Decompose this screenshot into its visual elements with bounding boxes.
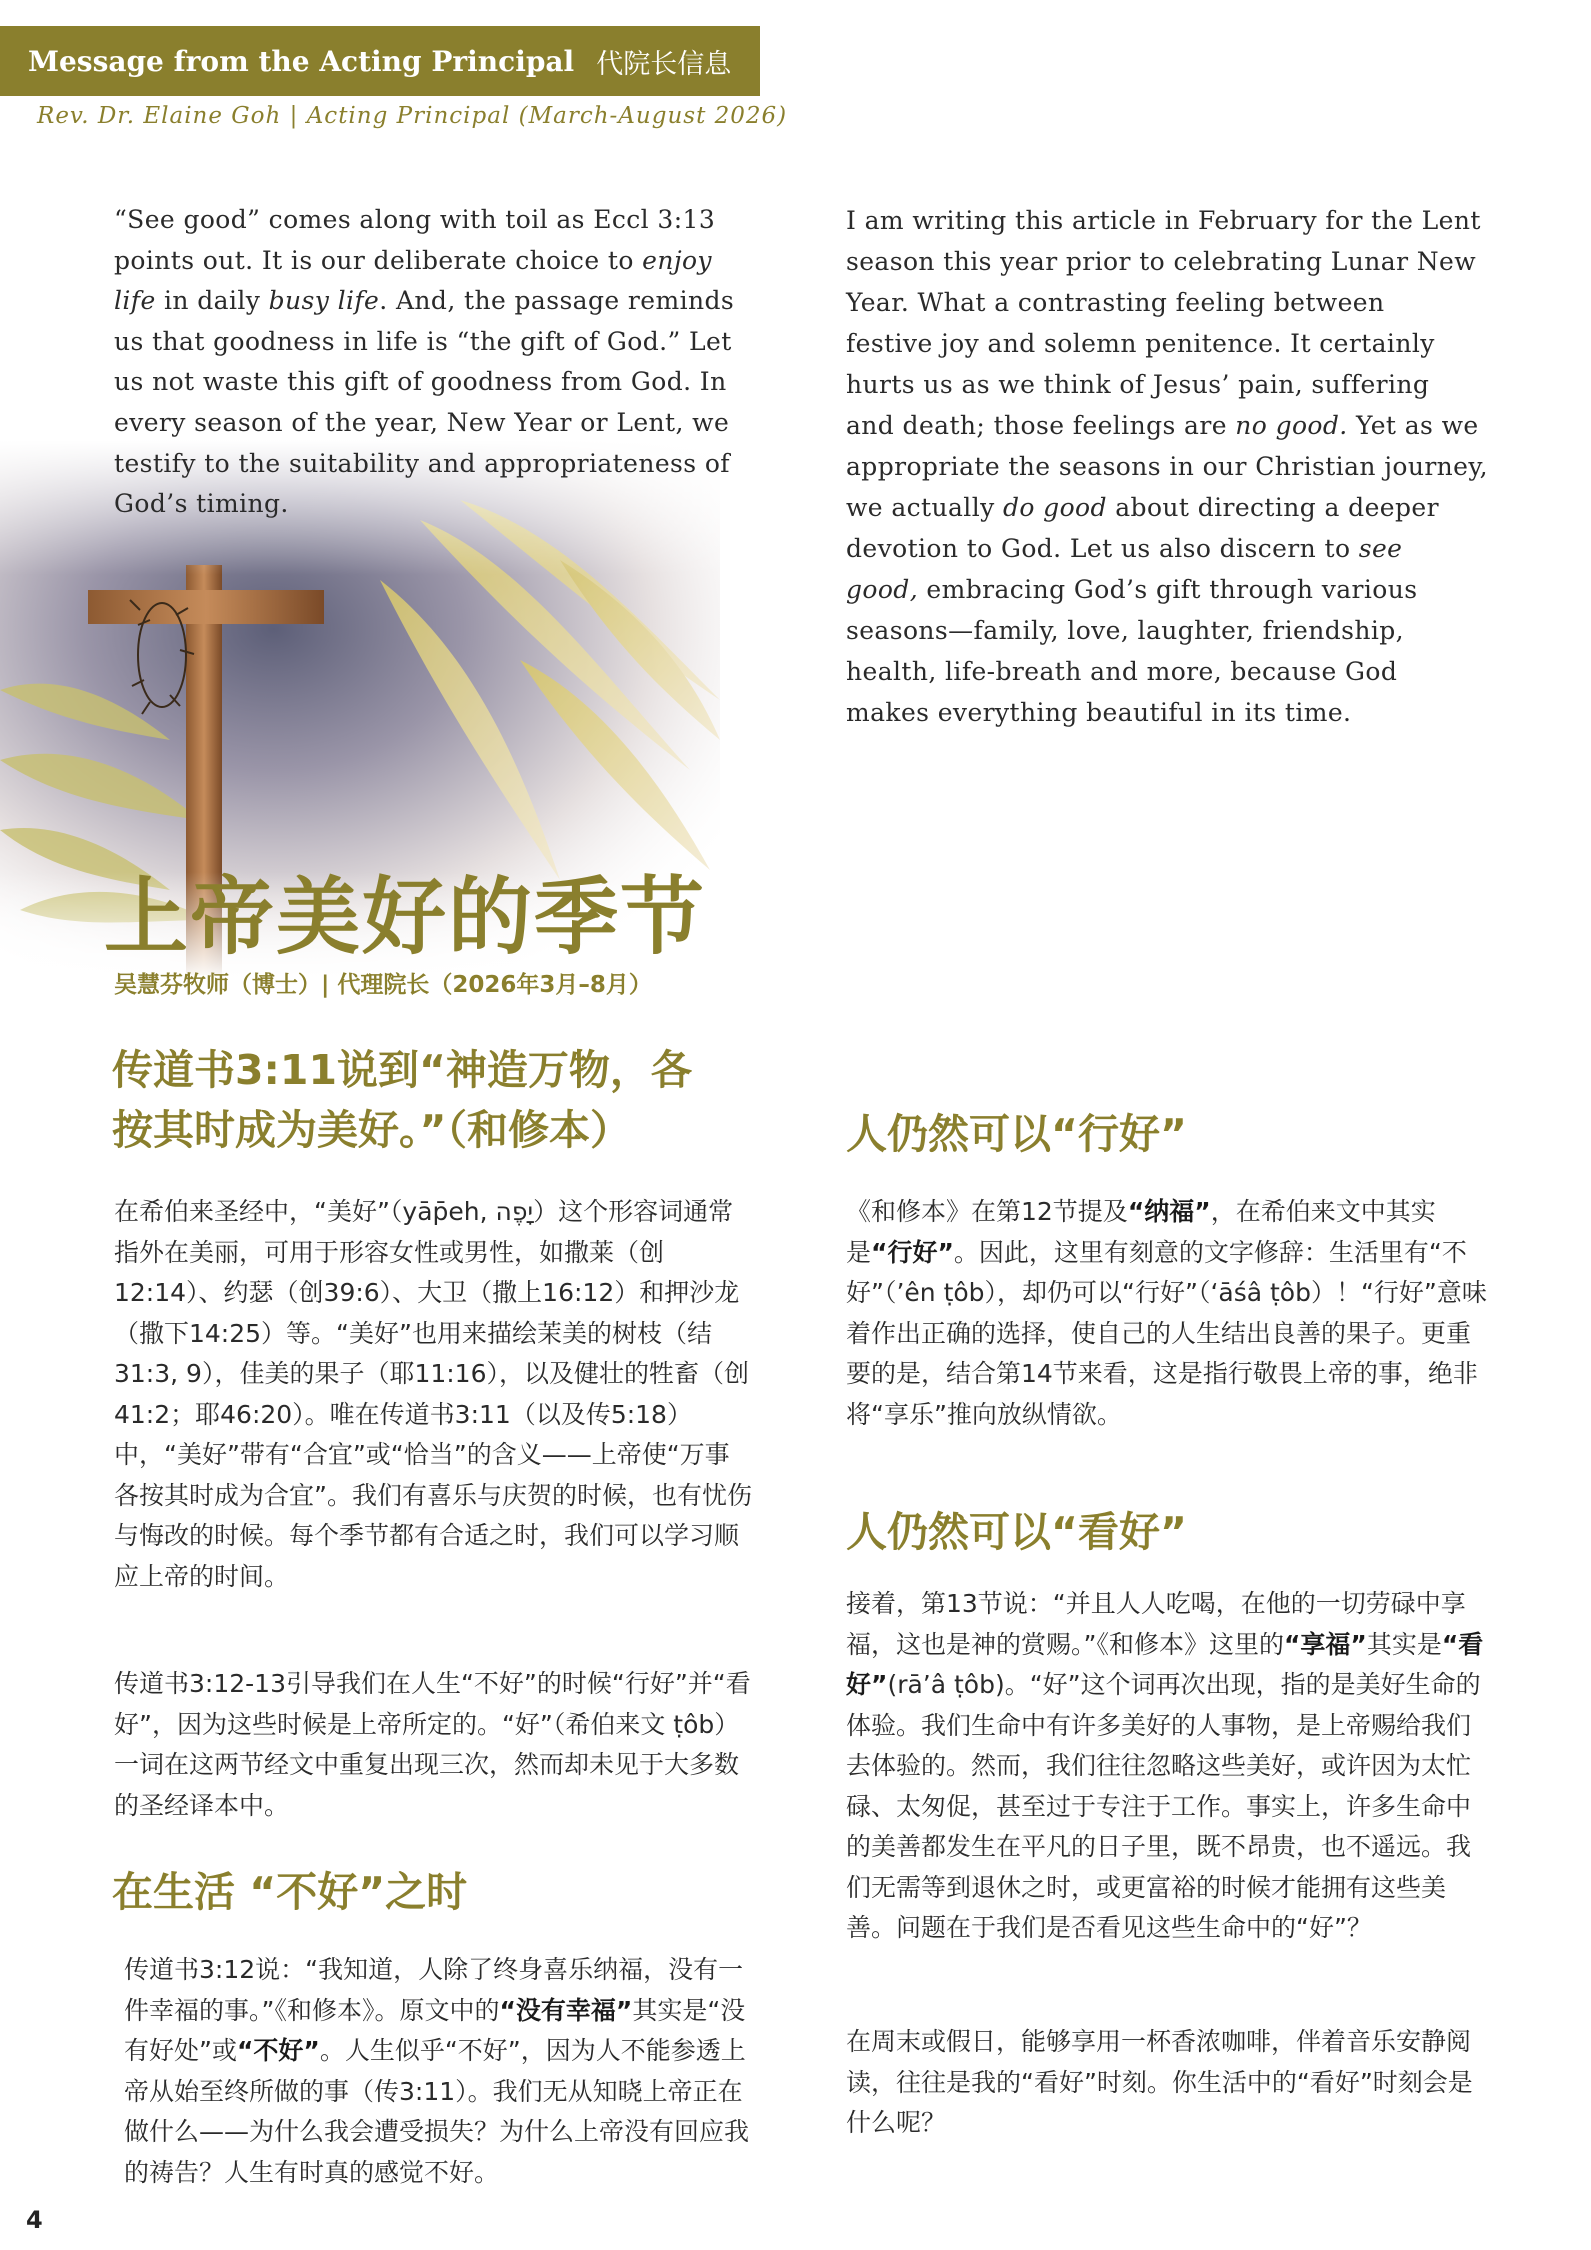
section1-heading-line1: 传道书3:11说到“神造万物，各	[112, 1046, 692, 1094]
chinese-title: 上帝美好的季节	[104, 868, 707, 966]
english-right-line: hurts us as we think of Jesus’ pain, suffering	[846, 370, 1430, 399]
english-right-line: season this year prior to celebrating Lunar New	[846, 247, 1477, 276]
english-right-line: appropriate the seasons in our Christian journey,	[846, 452, 1488, 481]
section4-paragraph2	[846, 2022, 1494, 2144]
english-left-line: every season of the year, New Year or Lent, we	[114, 407, 730, 437]
section1-heading	[112, 1040, 792, 1160]
section4-bold-1: “享福”	[1283, 1629, 1367, 1659]
page-number: 4	[26, 2206, 43, 2234]
english-right-line: I am writing this article in February for the Lent	[846, 206, 1481, 235]
english-left-column	[114, 200, 760, 525]
section3-text-c: ，在希伯来文中其实是	[846, 1197, 1436, 1267]
english-left-line: points out. It is our deliberate choice to enjoy	[114, 245, 712, 275]
section1-paragraph2-text: 传道书3:12-13引导我们在人生“不好”的时候“行好”并“看好”，因为这些时候是上帝所定的。“好”（希伯来文 ṭôb）一词在这两节经文中重复出现三次，然而却未见于大多数的圣经译本中。	[114, 1669, 751, 1820]
header-bar	[0, 26, 760, 96]
header-title-zh: 代院长信息	[596, 48, 732, 80]
section3-bold-1: “纳福”	[1127, 1197, 1211, 1226]
section1-paragraph2	[114, 1664, 754, 1826]
english-right-line: and death; those feelings are no good. Yet as we	[846, 411, 1479, 440]
section1-heading-line2: 按其时成为美好。”（和修本）	[112, 1106, 631, 1154]
section3-text-d: 。因此，这里有刻意的文字修辞：生活里有“不好”（’ên ṭôb），却仍可以“行好”（‘āśâ ṭôb）！“行好”意味着作出正确的选择，使自己的人生结出良善的果子。更重要的是，结合第14节来看，这是指行敬畏上帝的事，绝非将“享乐”推向放纵情欲。	[846, 1237, 1487, 1429]
byline-english: Rev. Dr. Elaine Goh | Acting Principal (March-August 2026)	[37, 103, 788, 129]
section1-paragraph1-text: 在希伯来圣经中，“美好”（yāp̄eh, יָפֶה）这个形容词通常指外在美丽，可用于形容女性或男性，如撒莱（创12:14）、约瑟（创39:6）、大卫（撒上16:12）和押沙龙（撒下14:25）等。“美好”也用来描绘茉美的树枝（结31:3, 9），佳美的果子（耶11:16），以及健壮的牲畜（创41:2；耶46:20）。唯在传道书3:11（以及传5:18）中，“美好”带有“合宜”或“恰当”的含义——上帝使“万事各按其时成为合宜”。我们有喜乐与庆贺的时候，也有忧伤与悔改的时候。每个季节都有合适之时，我们可以学习顺应上帝的时间。	[114, 1197, 752, 1591]
section4-text-a: 接着，第13节说：“并且人人吃喝，在他的一切劳碌中享福，这也是神的赏赐。”《和修本》这里的	[846, 1589, 1466, 1659]
section2-bold-2: “不好”	[236, 2036, 320, 2065]
english-left-line: testify to the suitability and appropriateness of	[114, 448, 730, 478]
section4-text-d: (rā’â ṭôb)。“好”这个词再次出现，指的是美好生命的体验。我们生命中有许多美好的人事物，是上帝赐给我们去体验的。然而，我们往往忽略这些美好，或许因为太忙碌、太匆促，甚至过于专注于工作。事实上，许多生命中的美善都发生在平凡的日子里，既不昂贵，也不遥远。我们无需等到退休之时，或更富裕的时候才能拥有这些美善。问题在于我们是否看见这些生命中的“好”？	[846, 1670, 1481, 1942]
english-right-line: festive joy and solemn penitence. It certainly	[846, 329, 1435, 358]
english-right-line: devotion to God. Let us also discern to see	[846, 534, 1403, 563]
section2-paragraph	[124, 1950, 764, 2193]
header-title: Message from the Acting Principal	[28, 44, 575, 78]
english-left-line: us that goodness in life is “the gift of God.” Let	[114, 326, 732, 356]
english-left-line: “See good” comes along with toil as Eccl 3:13	[114, 205, 716, 234]
english-left-line: us not waste this gift of goodness from God. In	[114, 367, 727, 397]
section4-paragraph2-text: 在周末或假日，能够享用一杯香浓咖啡，伴着音乐安静阅读，往往是我的“看好”时刻。你生活中的“看好”时刻会是什么呢？	[846, 2027, 1473, 2137]
section2-text-c: 其实是“没有好处”或	[124, 1995, 746, 2065]
section3-bold-2: “行好”	[871, 1237, 954, 1267]
section3-heading: 人仍然可以“行好”	[846, 1110, 1187, 1158]
section3-paragraph	[846, 1192, 1494, 1435]
section4-heading: 人仍然可以“看好”	[846, 1508, 1187, 1556]
english-right-line: makes everything beautiful in its time.	[846, 698, 1352, 727]
english-right-column	[846, 200, 1494, 733]
section2-text-d: 。人生似乎“不好”，因为人不能参透上帝从始至终所做的事（传3:11）。我们无从知晓上帝正在做什么——为什么我会遭受损失？为什么上帝没有回应我的祷告？人生有时真的感觉不好。	[124, 2036, 750, 2187]
section3-text-a: 《和修本》在第12节提及	[846, 1197, 1128, 1226]
english-right-line: good, embracing God’s gift through various	[846, 575, 1418, 604]
section1-paragraph1	[114, 1192, 754, 1597]
section2-bold-1: “没有幸福”	[499, 1995, 633, 2025]
english-left-line: life in daily busy life. And, the passage reminds	[114, 286, 735, 316]
english-left-line: God’s timing.	[114, 489, 289, 519]
section4-paragraph1	[846, 1584, 1494, 1949]
english-right-line: health, life-breath and more, because God	[846, 657, 1398, 686]
section2-text-a: 传道书3:12说：“我知道，人除了终身喜乐纳福，没有一件幸福的事。”《和修本》。原文中的	[124, 1955, 744, 2025]
english-right-line: Year. What a contrasting feeling between	[846, 288, 1385, 317]
english-right-line: seasons—family, love, laughter, friendship,	[846, 616, 1404, 645]
english-right-line: we actually do good about directing a deeper	[846, 493, 1439, 522]
section4-text-c: 其实是	[1366, 1629, 1442, 1659]
section2-heading: 在生活 “不好”之时	[112, 1868, 468, 1916]
chinese-byline: 吴慧芬牧师（博士）| 代理院长（2026年3月–8月）	[114, 972, 652, 998]
section4-bold-2: “看好”	[846, 1629, 1484, 1699]
